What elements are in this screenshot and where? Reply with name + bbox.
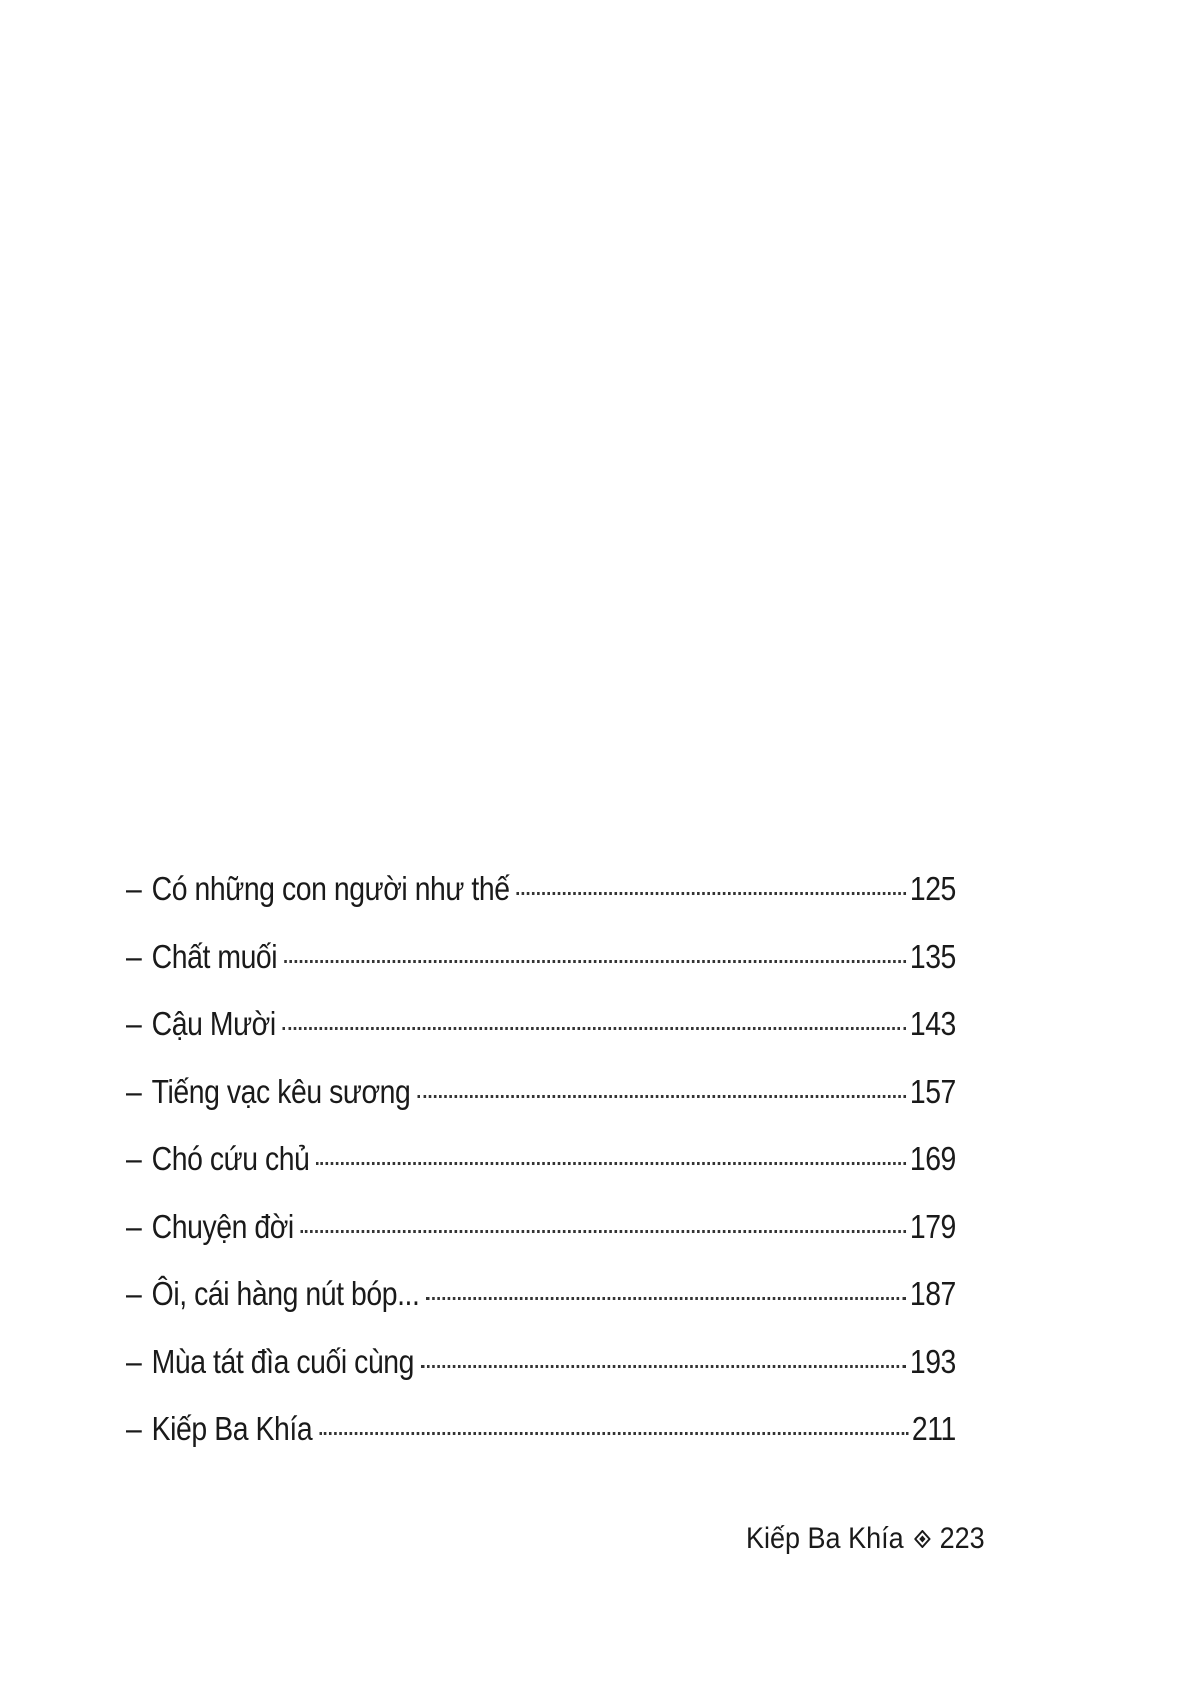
footer-book-title: Kiếp Ba Khía <box>746 1522 904 1555</box>
dot-leader <box>421 1365 907 1368</box>
entry-title: Có những con người như thế <box>151 870 510 907</box>
entry-title: Mùa tát đìa cuối cùng <box>151 1342 415 1380</box>
toc-entry <box>126 870 956 938</box>
entry-dash: – <box>126 1342 142 1380</box>
entry-title: Chuyện đời <box>151 1207 294 1245</box>
entry-dash: – <box>126 937 142 975</box>
entry-title: Tiếng vạc kêu sương <box>151 1072 411 1110</box>
entry-page-number: 211 <box>911 1410 956 1447</box>
entry-page-number: 157 <box>909 1072 956 1110</box>
entry-dash: – <box>126 1140 142 1177</box>
toc-entry <box>126 938 956 1006</box>
diamond-icon <box>914 1530 930 1548</box>
dot-leader <box>301 1230 907 1233</box>
dot-leader <box>283 1027 907 1030</box>
toc-entry <box>126 1073 956 1141</box>
footer-page-number: 223 <box>939 1522 985 1555</box>
dot-leader <box>516 892 906 895</box>
toc-entry <box>126 1343 956 1411</box>
toc-entry <box>126 1005 956 1073</box>
entry-dash: – <box>126 1207 142 1245</box>
entry-title: Kiếp Ba Khía <box>151 1410 313 1447</box>
dot-leader <box>284 960 906 963</box>
entry-page-number: 193 <box>909 1342 956 1380</box>
toc-entry <box>126 1140 956 1208</box>
entry-title: Chất muối <box>151 937 278 975</box>
entry-title: Ôi, cái hàng nút bóp... <box>151 1275 420 1312</box>
entry-page-number: 187 <box>909 1275 956 1312</box>
running-footer <box>746 1522 985 1556</box>
entry-title: Cậu Mười <box>151 1005 276 1042</box>
table-of-contents <box>126 870 956 1478</box>
entry-dash: – <box>126 1410 142 1447</box>
toc-entry <box>126 1410 956 1478</box>
entry-page-number: 169 <box>909 1140 956 1177</box>
dot-leader <box>417 1095 906 1098</box>
entry-page-number: 125 <box>909 870 956 907</box>
entry-dash: – <box>126 870 142 907</box>
dot-leader <box>426 1297 906 1300</box>
toc-entry <box>126 1275 956 1343</box>
dot-leader <box>316 1162 906 1165</box>
entry-page-number: 135 <box>909 937 956 975</box>
entry-page-number: 143 <box>909 1005 956 1042</box>
entry-title: Chó cứu chủ <box>151 1140 310 1177</box>
toc-entry <box>126 1208 956 1276</box>
entry-dash: – <box>126 1072 142 1110</box>
entry-dash: – <box>126 1275 142 1312</box>
entry-dash: – <box>126 1005 142 1042</box>
dot-leader <box>319 1432 908 1435</box>
entry-page-number: 179 <box>909 1207 956 1245</box>
